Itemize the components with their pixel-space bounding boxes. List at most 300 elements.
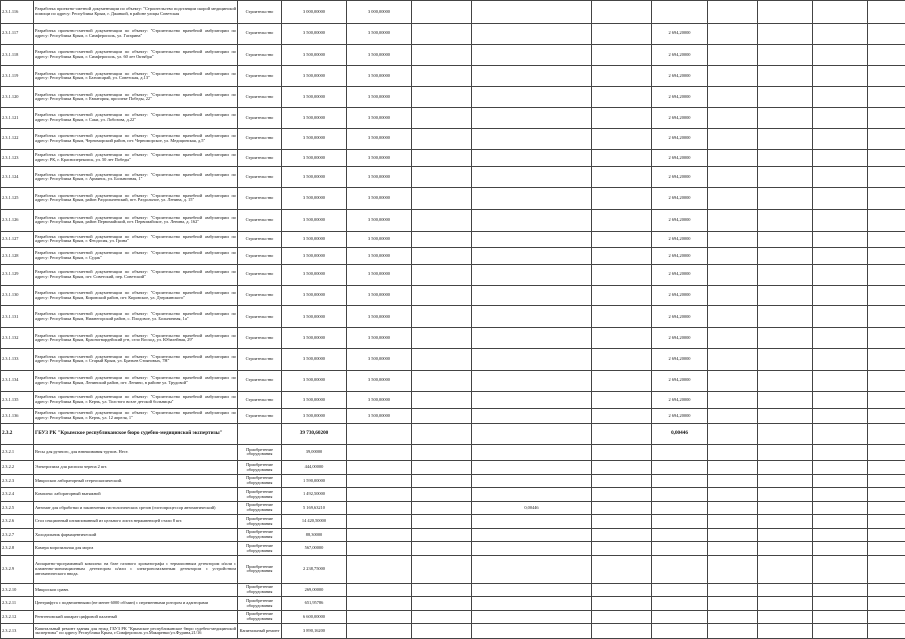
empty-cell [758,167,813,188]
row-description: Электропила для распила черепа 2 шт. [34,461,238,475]
empty-cell [758,597,813,611]
row-amount-extra [472,231,592,248]
empty-cell [868,149,905,167]
empty-cell [412,128,472,149]
row-amount-plan [652,528,708,542]
row-amount-total: 6 600,00000 [282,610,347,624]
row-description: Разработка проектно-сметной документации по объекту: "Строительство врачебной амбулатории по адресу: Республика Крым, пгт. Советский, пер. Советский" [34,264,238,285]
row-amount-extra [472,66,592,87]
row-amount-extra [472,209,592,231]
empty-cell [868,167,905,188]
empty-cell [708,328,758,349]
row-code: 2.3.1.118 [1,44,34,66]
empty-cell [592,149,652,167]
empty-cell [412,231,472,248]
row-amount-year: 3 500,00000 [347,23,412,44]
table-row [1,87,905,108]
table-row [1,528,905,542]
row-amount-extra [472,423,592,444]
empty-cell [708,444,758,461]
empty-cell [758,542,813,556]
empty-cell [868,444,905,461]
empty-cell [758,370,813,391]
table-row [1,23,905,44]
row-amount-total: 3 500,00000 [282,370,347,391]
empty-cell [813,209,868,231]
empty-cell [592,474,652,488]
row-amount-extra [472,108,592,129]
empty-cell [708,597,758,611]
row-amount-extra [472,583,592,597]
empty-cell [412,23,472,44]
table-row [1,515,905,529]
row-work-type: Строительство [238,87,282,108]
empty-cell [592,501,652,515]
row-amount-year [347,444,412,461]
empty-cell [412,597,472,611]
table-row [1,209,905,231]
empty-cell [412,370,472,391]
empty-cell [868,264,905,285]
empty-cell [868,597,905,611]
row-amount-year: 3 500,00000 [347,231,412,248]
empty-cell [592,108,652,129]
row-work-type: Строительство [238,1,282,24]
table-row [1,264,905,285]
table-row [1,248,905,265]
empty-cell [592,306,652,328]
row-work-type: Приобретение оборудования [238,501,282,515]
row-description: Разработка проектно-сметной документации по объекту: "Строительство врачебной амбулатории по адресу: Республика Крым, г. Евпатория, проспект Победы, 22" [34,87,238,108]
row-amount-extra [472,391,592,409]
empty-cell [412,248,472,265]
row-amount-year: 3 500,00000 [347,306,412,328]
empty-cell [708,461,758,475]
row-code: 2.3.1.133 [1,349,34,371]
row-code: 2.3.1.126 [1,209,34,231]
row-description: Разработка проектно-сметной документации по объекту: "Строительство врачебной амбулатории по адресу: Республика Крым, Ленинский район, пгт. Ленино, в районе ул. Трудовой" [34,370,238,391]
row-amount-extra [472,461,592,475]
table-body [1,1,905,639]
empty-cell [868,328,905,349]
empty-cell [758,87,813,108]
row-code: 2.3.2.2 [1,461,34,475]
row-amount-year: 3 500,00000 [347,149,412,167]
row-amount-extra [472,542,592,556]
empty-cell [813,555,868,583]
empty-cell [708,87,758,108]
table-row [1,108,905,129]
row-description: Разработка проектно-сметной документации по объекту: "Строительство врачебной амбулатории по адресу: Республика Крым, г. Керчь, ул. Толстого возле детской больницы" [34,391,238,409]
row-description: Разработка проектно-сметной документации по объекту: "Строительство врачебной амбулатории по адресу: Республика Крым, г. Судак" [34,248,238,265]
table-row [1,597,905,611]
row-amount-plan: 2 694,20000 [652,209,708,231]
empty-cell [813,515,868,529]
empty-cell [592,391,652,409]
row-work-type: Строительство [238,44,282,66]
empty-cell [708,128,758,149]
empty-cell [708,583,758,597]
row-amount-year [347,542,412,556]
row-work-type: Приобретение оборудования [238,488,282,502]
row-description: Автомат для обработки и заключения гистологических срезов (гистопроцессор автоматический) [34,501,238,515]
empty-cell [592,264,652,285]
table-row [1,474,905,488]
row-amount-extra [472,555,592,583]
empty-cell [592,87,652,108]
empty-cell [813,391,868,409]
table-row [1,444,905,461]
row-work-type: Строительство [238,167,282,188]
empty-cell [592,528,652,542]
row-amount-plan: 2 694,20000 [652,66,708,87]
row-amount-plan: 2 694,20000 [652,370,708,391]
row-work-type: Строительство [238,23,282,44]
row-amount-plan [652,515,708,529]
row-description: Разработка проектно-сметной документации по объекту: "Строительство врачебной амбулатории по адресу: Республика Крым, район Первомайский, пгт. Первомайское, ул. Ленина, д. 162" [34,209,238,231]
empty-cell [758,349,813,371]
empty-cell [592,555,652,583]
row-work-type: Приобретение оборудования [238,597,282,611]
empty-cell [592,370,652,391]
row-amount-extra [472,188,592,210]
empty-cell [592,409,652,424]
empty-cell [813,597,868,611]
table-row [1,624,905,639]
empty-cell [868,370,905,391]
empty-cell [813,167,868,188]
empty-cell [868,44,905,66]
empty-cell [708,349,758,371]
empty-cell [592,66,652,87]
row-amount-total: 3 500,00000 [282,87,347,108]
row-description: Разработка проектно-сметной документации по объекту: "Строительство подстанции скорой медицинской помощи по адресу: Республика Крым, г. Джанкой, в районе улицы Советская [34,1,238,24]
table-row [1,583,905,597]
row-amount-year: 3 500,00000 [347,66,412,87]
empty-cell [708,1,758,24]
table-row [1,44,905,66]
empty-cell [813,87,868,108]
row-amount-year [347,515,412,529]
empty-cell [592,44,652,66]
row-work-type: Строительство [238,248,282,265]
row-amount-plan [652,583,708,597]
table-row [1,423,905,444]
empty-cell [708,423,758,444]
row-amount-extra [472,474,592,488]
empty-cell [758,209,813,231]
row-amount-year: 3 500,00000 [347,370,412,391]
row-amount-extra [472,528,592,542]
empty-cell [412,474,472,488]
empty-cell [868,488,905,502]
empty-cell [708,188,758,210]
row-description: Центрифуга с подвешенными (не менее 6000 об/мин) с переменными ротором и адапторами [34,597,238,611]
empty-cell [813,285,868,306]
empty-cell [813,474,868,488]
empty-cell [758,285,813,306]
table-row [1,306,905,328]
empty-cell [708,66,758,87]
row-amount-plan [652,461,708,475]
empty-cell [868,128,905,149]
row-code: 2.3.1.134 [1,370,34,391]
row-amount-plan [652,1,708,24]
empty-cell [592,597,652,611]
row-code: 2.3.2.5 [1,501,34,515]
row-code: 2.3.2.4 [1,488,34,502]
empty-cell [868,474,905,488]
row-code: 2.3.1.122 [1,128,34,149]
empty-cell [813,306,868,328]
row-work-type: Строительство [238,66,282,87]
row-amount-plan: 2 694,20000 [652,391,708,409]
row-amount-total: 39 730,60200 [282,423,347,444]
row-amount-year: 3 500,00000 [347,409,412,424]
row-description: Разработка проектно-сметной документации по объекту: "Строительство врачебной амбулатории по адресу: Республика Крым, г. Армянск, ул. Больничная, 1" [34,167,238,188]
empty-cell [412,409,472,424]
empty-cell [708,306,758,328]
table-row [1,149,905,167]
row-description: Разработка проектно-сметной документации по объекту: "Строительство врачебной амбулатории по адресу: Республика Крым, г. Старый Крым, ул. Братьев Стояновых, 7Н" [34,349,238,371]
row-amount-total: 3 500,00000 [282,149,347,167]
empty-cell [412,306,472,328]
empty-cell [592,423,652,444]
row-code: 2.3.1.124 [1,167,34,188]
empty-cell [813,248,868,265]
table-row [1,542,905,556]
row-description: Комплекс лабораторный вытяжной [34,488,238,502]
row-code: 2.3.1.127 [1,231,34,248]
row-amount-extra [472,1,592,24]
row-amount-plan: 2 694,20000 [652,188,708,210]
row-work-type: Строительство [238,108,282,129]
row-amount-total: 444,00000 [282,461,347,475]
row-amount-plan [652,555,708,583]
row-amount-total: 3 500,00000 [282,108,347,129]
empty-cell [412,209,472,231]
row-amount-extra [472,248,592,265]
empty-cell [708,264,758,285]
row-description: Разработка проектно-сметной документации по объекту: "Строительство врачебной амбулатории по адресу: Республика Крым, г. Симферополь, ул. 60 лет Октября" [34,44,238,66]
empty-cell [758,409,813,424]
empty-cell [813,461,868,475]
empty-cell [412,583,472,597]
row-code: 2.3.1.120 [1,87,34,108]
empty-cell [868,501,905,515]
empty-cell [868,624,905,639]
empty-cell [758,44,813,66]
row-description: Капитальный ремонт здания для нужд ГБУЗ РК "Крымское республиканское бюро судебно-медицинской экспертизы" по адресу Республика Крым, г.Симферополь ул.Макаренко/ул.Фурина,21/16 [34,624,238,639]
row-description: Стол секционный штампованный из цельного листа нержавеющей стали 8 шт. [34,515,238,529]
empty-cell [758,444,813,461]
row-amount-total: 3 500,00000 [282,264,347,285]
empty-cell [592,285,652,306]
empty-cell [813,542,868,556]
row-description: Разработка проектно-сметной документации по объекту: "Строительство врачебной амбулатории по адресу: Республика Крым, район Раздольненский, пгт. Раздольное, ул. Ленина, д. 15" [34,188,238,210]
empty-cell [412,444,472,461]
row-amount-year [347,583,412,597]
row-amount-extra [472,349,592,371]
row-amount-total: 269,00000 [282,583,347,597]
row-description: Разработка проектно-сметной документации по объекту: "Строительство врачебной амбулатории по адресу: Республика Крым, Кировский район, пгт. Кировское, ул. Дзержинского" [34,285,238,306]
empty-cell [412,501,472,515]
row-amount-extra [472,285,592,306]
row-work-type: Строительство [238,391,282,409]
row-amount-year [347,501,412,515]
row-amount-plan: 2 694,20000 [652,248,708,265]
row-amount-year: 3 500,00000 [347,167,412,188]
empty-cell [592,128,652,149]
row-amount-total: 567,00000 [282,542,347,556]
table-row [1,66,905,87]
empty-cell [813,624,868,639]
row-amount-year [347,528,412,542]
empty-cell [758,264,813,285]
row-amount-total: 3 000,00000 [282,1,347,24]
row-code: 2.3.1.123 [1,149,34,167]
row-amount-total: 3 500,00000 [282,66,347,87]
row-amount-plan [652,624,708,639]
row-work-type [238,423,282,444]
empty-cell [412,44,472,66]
row-amount-year [347,610,412,624]
row-work-type: Приобретение оборудования [238,461,282,475]
empty-cell [758,528,813,542]
row-amount-total: 39,00000 [282,444,347,461]
empty-cell [412,488,472,502]
row-amount-total: 3 500,00000 [282,391,347,409]
row-amount-total: 3 500,00000 [282,23,347,44]
row-amount-total: 3 500,00000 [282,231,347,248]
empty-cell [592,1,652,24]
row-code: 2.3.2.13 [1,624,34,639]
row-amount-extra [472,597,592,611]
row-amount-year [347,461,412,475]
empty-cell [813,149,868,167]
empty-cell [412,542,472,556]
row-amount-plan: 2 694,20000 [652,328,708,349]
row-amount-plan: 2 694,20000 [652,149,708,167]
empty-cell [592,515,652,529]
table-row [1,555,905,583]
row-description: Микроскоп лабораторный стереоскопический. [34,474,238,488]
empty-cell [868,23,905,44]
row-code: 2.3.1.136 [1,409,34,424]
empty-cell [708,231,758,248]
row-amount-year [347,555,412,583]
row-amount-total: 3 500,00000 [282,349,347,371]
row-amount-total: 1 590,00000 [282,474,347,488]
empty-cell [868,542,905,556]
empty-cell [412,285,472,306]
row-amount-total: 3 500,00000 [282,409,347,424]
row-work-type: Строительство [238,209,282,231]
row-description: Весы для ручного, для взвешивания трупов. Нест. [34,444,238,461]
empty-cell [592,583,652,597]
empty-cell [758,474,813,488]
row-description: Камера морозильная для морга [34,542,238,556]
table-row [1,501,905,515]
row-amount-total: 3 500,00000 [282,306,347,328]
row-amount-extra [472,444,592,461]
row-amount-plan: 0,00446 [652,423,708,444]
empty-cell [592,328,652,349]
table-row [1,409,905,424]
table-row [1,328,905,349]
row-amount-plan [652,488,708,502]
row-work-type: Строительство [238,264,282,285]
row-amount-extra [472,167,592,188]
row-code: 2.3.2.1 [1,444,34,461]
empty-cell [868,528,905,542]
row-amount-extra: 0,00446 [472,501,592,515]
row-amount-extra [472,128,592,149]
row-description: Разработка проектно-сметной документации по объекту: "Строительство врачебной амбулатории по адресу: Республика Крым, г. Саки, ул. Лобозова, д.22" [34,108,238,129]
empty-cell [592,188,652,210]
row-amount-total: 88,30000 [282,528,347,542]
empty-cell [868,66,905,87]
empty-cell [412,555,472,583]
row-description: Разработка проектно-сметной документации по объекту: "Строительство врачебной амбулатории по адресу: Республика Крым, Нижнегорский район, с. Плодовое, ул. Больничная, 1а" [34,306,238,328]
row-amount-year: 3 500,00000 [347,44,412,66]
row-amount-total: 3 890,16200 [282,624,347,639]
row-amount-year: 3 500,00000 [347,248,412,265]
empty-cell [708,474,758,488]
row-amount-plan: 2 694,20000 [652,285,708,306]
empty-cell [412,423,472,444]
row-amount-plan [652,542,708,556]
row-code: 2.3.2.3 [1,474,34,488]
empty-cell [868,610,905,624]
row-work-type: Приобретение оборудования [238,555,282,583]
empty-cell [868,285,905,306]
row-description: Разработка проектно-сметной документации по объекту: "Строительство врачебной амбулатории по адресу: Республика Крым, г. Бахчисарай, ул. Советская, д.13" [34,66,238,87]
empty-cell [868,108,905,129]
empty-cell [813,1,868,24]
row-amount-total: 3 500,00000 [282,285,347,306]
empty-cell [813,444,868,461]
row-amount-total: 5 169,63210 [282,501,347,515]
row-amount-plan: 2 694,20000 [652,264,708,285]
empty-cell [412,461,472,475]
row-work-type: Приобретение оборудования [238,528,282,542]
empty-cell [592,461,652,475]
empty-cell [758,624,813,639]
row-description: Разработка проектно-сметной документации по объекту: "Строительство врачебной амбулатории по адресу: РК, г. Красноперекопск, ул. 50 лет Победы" [34,149,238,167]
empty-cell [813,488,868,502]
empty-cell [813,349,868,371]
row-description: Разработка проектно-сметной документации по объекту: "Строительство врачебной амбулатории по адресу: Республика Крым, г. Симферополь, ул. Гагарина" [34,23,238,44]
empty-cell [758,423,813,444]
table-row [1,488,905,502]
empty-cell [708,108,758,129]
row-amount-total: 2 238,75000 [282,555,347,583]
row-description: Микроскоп сравн. [34,583,238,597]
row-amount-plan: 2 694,20000 [652,306,708,328]
empty-cell [813,188,868,210]
table-row [1,461,905,475]
empty-cell [758,231,813,248]
table-row [1,1,905,24]
row-amount-year: 3 000,00000 [347,1,412,24]
row-description: Разработка проектно-сметной документации по объекту: "Строительство врачебной амбулатории по адресу: Республика Крым, г. Феодосия, ул. Грина" [34,231,238,248]
empty-cell [592,444,652,461]
row-amount-extra [472,149,592,167]
row-code: 2.3.1.131 [1,306,34,328]
empty-cell [813,409,868,424]
empty-cell [868,461,905,475]
